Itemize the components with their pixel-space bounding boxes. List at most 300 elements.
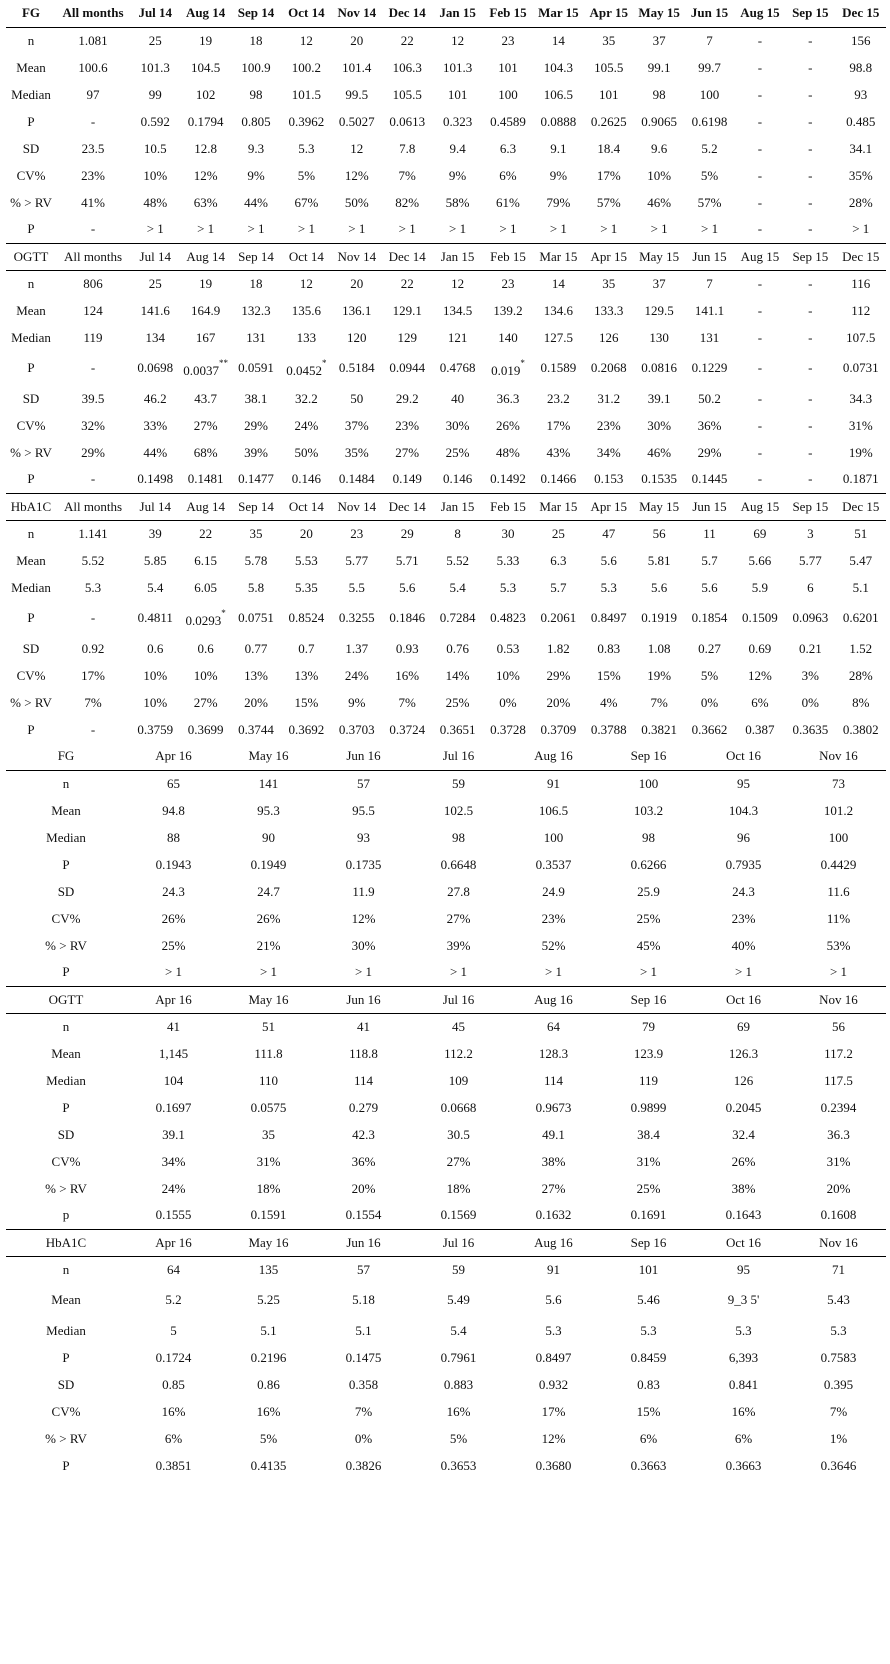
table-cell — [684, 297, 734, 324]
cell-value: 0% — [499, 694, 517, 710]
table-row — [6, 1067, 886, 1094]
cell-value: 34.1 — [849, 140, 873, 156]
table-cell — [316, 1371, 411, 1398]
cell-value: 132.3 — [241, 302, 271, 318]
cell-value: 0.9673 — [535, 1099, 572, 1115]
table-cell — [634, 216, 684, 243]
table-cell — [483, 351, 533, 385]
cell-value: 0.3537 — [535, 856, 572, 872]
column-header: Dec 14 — [382, 243, 432, 270]
cell-value: 129 — [397, 329, 417, 345]
cell-value: 7 — [706, 32, 713, 48]
cell-value: 5.81 — [647, 552, 671, 568]
cell-value: 48% — [143, 194, 168, 210]
cell-value: 0.1735 — [345, 856, 382, 872]
cell-value: 28% — [848, 667, 873, 683]
table-cell — [836, 270, 886, 297]
row-label: n — [27, 275, 35, 291]
table-cell — [634, 324, 684, 351]
table-cell — [281, 162, 331, 189]
row-label: % > RV — [10, 194, 52, 210]
cell-value: - — [757, 275, 763, 291]
cell-value: 37 — [652, 275, 666, 291]
table-cell — [533, 81, 583, 108]
row-label: SD — [57, 883, 75, 899]
table-cell — [281, 135, 331, 162]
table-cell — [56, 81, 130, 108]
cell-value: 5.3 — [84, 579, 102, 595]
table-row — [6, 1094, 886, 1121]
table-cell — [432, 635, 482, 662]
cell-value: 39.1 — [162, 1126, 185, 1142]
table-cell — [584, 466, 634, 493]
table-cell — [180, 574, 230, 601]
table-cell — [130, 270, 180, 297]
cell-value: 5.3 — [298, 140, 315, 156]
table-cell — [56, 574, 130, 601]
table-cell — [584, 412, 634, 439]
table-cell — [180, 108, 230, 135]
table-cell — [126, 1452, 221, 1479]
table-cell — [231, 189, 281, 216]
column-header: Sep 16 — [601, 1229, 696, 1256]
table-cell — [791, 1371, 886, 1398]
cell-value: 24% — [161, 1180, 186, 1196]
column-header: Nov 16 — [791, 743, 886, 770]
cell-value: 0.3744 — [238, 721, 274, 737]
table-cell — [785, 385, 835, 412]
cell-value: 0.8497 — [590, 610, 627, 625]
cell-value: 112.2 — [444, 1045, 473, 1061]
cell-value: 0.1498 — [137, 471, 174, 487]
column-header: Aug 16 — [506, 1229, 601, 1256]
table-cell — [180, 547, 230, 574]
table-cell — [634, 689, 684, 716]
cell-value: 10.5 — [143, 140, 167, 156]
table-cell — [785, 547, 835, 574]
table-cell — [634, 27, 684, 54]
cell-value: 101 — [638, 1261, 659, 1277]
table-cell — [281, 662, 331, 689]
table-cell — [696, 1094, 791, 1121]
row-label: n — [62, 1261, 70, 1277]
table-cell — [56, 662, 130, 689]
cell-value: 141.1 — [694, 302, 725, 318]
significance-marker: * — [221, 608, 226, 618]
table-cell — [411, 797, 506, 824]
cell-value: 1% — [829, 1430, 848, 1446]
table-cell — [316, 1344, 411, 1371]
cell-value: 7% — [84, 694, 102, 710]
table-row — [6, 297, 886, 324]
table-cell — [316, 1256, 411, 1283]
cell-value: 0.8459 — [630, 1349, 667, 1365]
table-cell — [281, 270, 331, 297]
cell-value: 100 — [828, 829, 849, 845]
cell-value: 0.1794 — [187, 113, 224, 129]
table-cell — [483, 412, 533, 439]
cell-value: 164.9 — [191, 302, 221, 318]
table-cell — [533, 601, 583, 635]
table-cell — [316, 824, 411, 851]
table-cell — [506, 1317, 601, 1344]
table-cell — [432, 270, 482, 297]
cell-value: 0.0293 — [185, 613, 222, 628]
table-cell — [836, 162, 886, 189]
table-cell — [735, 689, 785, 716]
cell-value: 0.3651 — [439, 721, 476, 737]
table-cell — [483, 635, 533, 662]
cell-value: 0.3724 — [389, 721, 426, 737]
cell-value: 0.2068 — [590, 360, 627, 375]
cell-value: 6.05 — [194, 579, 217, 595]
table-cell — [684, 162, 734, 189]
table-cell — [180, 162, 230, 189]
table-cell — [735, 439, 785, 466]
cell-value: 95 — [737, 775, 750, 791]
cell-value: 0.1477 — [238, 471, 274, 487]
cell-value: 34% — [596, 444, 621, 460]
cell-value: 126 — [733, 1072, 754, 1088]
cell-value: 59 — [452, 1261, 465, 1277]
column-header: Feb 15 — [483, 493, 533, 520]
cell-value: 27% — [193, 417, 218, 433]
table-2014-2015 — [6, 0, 886, 743]
cell-value: 63% — [193, 194, 218, 210]
table-cell — [126, 959, 221, 986]
column-header: Jun 15 — [684, 0, 734, 27]
cell-value: 98.8 — [849, 59, 873, 75]
column-header: Jul 14 — [130, 493, 180, 520]
cell-value: 25 — [148, 32, 162, 48]
cell-value: 25% — [445, 444, 470, 460]
column-header: Jun 16 — [316, 986, 411, 1013]
table-cell — [382, 108, 432, 135]
cell-value: 7% — [398, 694, 416, 710]
cell-value: 6.15 — [194, 552, 217, 568]
cell-value: 27% — [446, 1153, 471, 1169]
table-cell — [785, 27, 835, 54]
table-cell — [332, 574, 382, 601]
significance-marker: * — [520, 358, 525, 368]
table-cell — [281, 216, 331, 243]
cell-value: 61% — [496, 194, 520, 210]
table-cell — [696, 824, 791, 851]
cell-value: 102.5 — [443, 802, 474, 818]
cell-value: 12% — [344, 167, 369, 183]
table-cell — [231, 108, 281, 135]
row-label: P — [27, 221, 35, 237]
cell-value: 0.323 — [442, 113, 473, 129]
cell-value: 5.9 — [751, 579, 769, 595]
cell-value: 10% — [143, 667, 168, 683]
table-cell — [316, 797, 411, 824]
table-cell — [506, 932, 601, 959]
table-cell — [126, 1121, 221, 1148]
cell-value: 127.5 — [543, 329, 573, 345]
cell-value: 5.6 — [701, 579, 718, 595]
table-cell — [601, 905, 696, 932]
table-cell — [126, 1094, 221, 1121]
table-cell — [130, 216, 180, 243]
column-header: Oct 14 — [281, 243, 331, 270]
table-cell — [506, 1371, 601, 1398]
table-cell — [316, 1094, 411, 1121]
cell-value: 0.1492 — [490, 471, 526, 487]
cell-value: - — [808, 471, 813, 487]
table-cell — [411, 1452, 506, 1479]
section-title: HbA1C — [6, 1229, 126, 1256]
cell-value: 5.7 — [550, 579, 567, 595]
table-cell — [634, 601, 684, 635]
row-label: SD — [22, 390, 40, 406]
table-cell — [684, 270, 734, 297]
table-cell — [836, 189, 886, 216]
cell-value: 12 — [451, 32, 465, 48]
cell-value: 114 — [353, 1072, 374, 1088]
column-header: Oct 14 — [281, 493, 331, 520]
cell-value: 120 — [347, 329, 367, 345]
cell-value: 6 — [807, 579, 814, 595]
table-cell — [411, 1317, 506, 1344]
table-cell — [684, 351, 734, 385]
table-cell — [281, 27, 331, 54]
table-cell — [791, 1398, 886, 1425]
table-cell — [432, 162, 482, 189]
cell-value: 50% — [344, 194, 369, 210]
column-header: Jul 16 — [411, 1229, 506, 1256]
table-row — [6, 1256, 886, 1283]
table-cell — [382, 162, 432, 189]
table-cell — [432, 54, 482, 81]
table-cell — [382, 135, 432, 162]
table-cell — [56, 520, 130, 547]
cell-value: 0.279 — [348, 1099, 379, 1115]
column-header: Dec 15 — [836, 243, 886, 270]
cell-value: 1.82 — [546, 640, 570, 656]
table-row — [6, 851, 886, 878]
row-label: CV% — [16, 417, 46, 433]
cell-value: 0.1569 — [440, 1207, 477, 1223]
table-cell — [601, 851, 696, 878]
table-cell — [231, 351, 281, 385]
cell-value: - — [757, 471, 763, 487]
cell-value: 3% — [801, 667, 819, 683]
cell-value: 35% — [848, 167, 873, 183]
cell-value: 40 — [451, 390, 465, 406]
table-cell — [634, 81, 684, 108]
cell-value: - — [808, 360, 813, 375]
table-cell — [684, 601, 734, 635]
table-cell — [696, 905, 791, 932]
table-cell — [56, 466, 130, 493]
cell-value: 5.4 — [450, 1322, 467, 1338]
table-cell — [411, 851, 506, 878]
cell-value: > 1 — [852, 221, 870, 237]
table-cell — [231, 162, 281, 189]
table-cell — [735, 162, 785, 189]
table-row — [6, 81, 886, 108]
table-cell — [506, 851, 601, 878]
cell-value: 0.932 — [538, 1376, 569, 1392]
table-cell — [180, 689, 230, 716]
section-header-row — [6, 986, 886, 1013]
table-cell — [735, 297, 785, 324]
table-cell — [281, 716, 331, 743]
cell-value: 17% — [546, 417, 571, 433]
cell-value: 37 — [652, 32, 666, 48]
table-row — [6, 932, 886, 959]
table-cell — [696, 1148, 791, 1175]
table-cell — [382, 635, 432, 662]
table-cell — [791, 1256, 886, 1283]
row-label: Median — [11, 86, 51, 102]
table-cell — [601, 1317, 696, 1344]
table-cell — [231, 689, 281, 716]
table-cell — [56, 27, 130, 54]
table-cell — [533, 689, 583, 716]
table-cell — [382, 466, 432, 493]
table-cell — [180, 324, 230, 351]
row-label: CV% — [51, 910, 81, 926]
cell-value: 27.8 — [447, 883, 470, 899]
cell-value: 51 — [854, 525, 868, 541]
table-cell — [180, 439, 230, 466]
table-cell — [281, 635, 331, 662]
column-header: Aug 15 — [735, 0, 785, 27]
table-cell — [584, 635, 634, 662]
table-cell — [126, 878, 221, 905]
table-cell — [281, 466, 331, 493]
table-cell — [56, 189, 130, 216]
table-cell — [791, 824, 886, 851]
table-cell — [332, 547, 382, 574]
table-cell — [130, 27, 180, 54]
table-cell — [126, 1398, 221, 1425]
table-cell — [584, 27, 634, 54]
cell-value: 5.3 — [830, 1322, 847, 1338]
cell-value: 18 — [249, 275, 263, 291]
table-cell — [696, 1202, 791, 1229]
table-cell — [634, 520, 684, 547]
table-cell — [634, 466, 684, 493]
table-cell — [483, 162, 533, 189]
table-cell — [281, 297, 331, 324]
cell-value: 23 — [501, 32, 515, 48]
cell-value: 134.5 — [442, 302, 473, 318]
cell-value: 7% — [650, 694, 668, 710]
table-cell — [483, 439, 533, 466]
table-cell — [506, 770, 601, 797]
cell-value: 5.3 — [499, 579, 517, 595]
table-cell — [506, 1040, 601, 1067]
column-header: Nov 16 — [791, 986, 886, 1013]
table-cell — [332, 54, 382, 81]
cell-value: 31.2 — [597, 390, 621, 406]
cell-value: 5.35 — [295, 579, 318, 595]
table-cell — [332, 385, 382, 412]
table-cell — [180, 27, 230, 54]
table-cell — [684, 689, 734, 716]
cell-value: 0.0816 — [641, 360, 678, 375]
table-cell — [634, 162, 684, 189]
table-row — [6, 574, 886, 601]
column-header: Oct 16 — [696, 986, 791, 1013]
column-header: Nov 14 — [332, 243, 382, 270]
cell-value: 0.1229 — [691, 360, 728, 375]
table-cell — [483, 574, 533, 601]
table-row — [6, 54, 886, 81]
table-cell — [791, 1148, 886, 1175]
cell-value: 126.3 — [728, 1045, 759, 1061]
cell-value: 39.1 — [647, 390, 671, 406]
cell-value: 133.3 — [594, 302, 624, 318]
cell-value: > 1 — [544, 964, 563, 980]
table-cell — [684, 108, 734, 135]
table-cell — [684, 385, 734, 412]
cell-value: 0% — [801, 694, 819, 710]
column-header: Jun 15 — [684, 493, 734, 520]
cell-value: 52% — [541, 937, 566, 953]
table-cell — [126, 1425, 221, 1452]
cell-value: 0.7284 — [439, 610, 476, 625]
table-cell — [130, 662, 180, 689]
cell-value: 5.4 — [449, 579, 466, 595]
table-cell — [382, 716, 432, 743]
table-cell — [584, 297, 634, 324]
cell-value: - — [757, 444, 763, 460]
row-label: n — [27, 525, 35, 541]
cell-value: - — [757, 167, 763, 183]
table-cell — [836, 689, 886, 716]
cell-value: 101.3 — [140, 59, 170, 75]
table-cell — [791, 959, 886, 986]
cell-value: 100 — [638, 775, 659, 791]
cell-value: 0.3759 — [137, 721, 174, 737]
table-cell — [483, 466, 533, 493]
table-cell — [332, 135, 382, 162]
table-cell — [785, 520, 835, 547]
table-cell — [130, 520, 180, 547]
cell-value: 114 — [543, 1072, 564, 1088]
cell-value: 32.4 — [732, 1126, 755, 1142]
cell-value: 0.7935 — [725, 856, 762, 872]
table-cell — [332, 601, 382, 635]
table-cell — [785, 716, 835, 743]
cell-value: 22 — [400, 32, 414, 48]
cell-value: 0.1554 — [345, 1207, 382, 1223]
table-cell — [126, 1344, 221, 1371]
table-cell — [836, 385, 886, 412]
cell-value: - — [757, 221, 763, 237]
table-cell — [56, 108, 130, 135]
table-cell — [836, 351, 886, 385]
cell-value: 0.883 — [443, 1376, 474, 1392]
cell-value: 119 — [83, 329, 103, 345]
cell-value: 11.6 — [827, 883, 850, 899]
row-label: P — [62, 1457, 70, 1473]
cell-value: 0.3703 — [338, 721, 375, 737]
table-cell — [601, 1283, 696, 1317]
row-label: Median — [46, 829, 86, 845]
table-cell — [332, 216, 382, 243]
cell-value: 23% — [541, 910, 566, 926]
column-header: Feb 15 — [483, 243, 533, 270]
table-cell — [432, 81, 482, 108]
cell-value: 10% — [143, 694, 168, 710]
table-row — [6, 412, 886, 439]
cell-value: 5.6 — [545, 1292, 562, 1307]
